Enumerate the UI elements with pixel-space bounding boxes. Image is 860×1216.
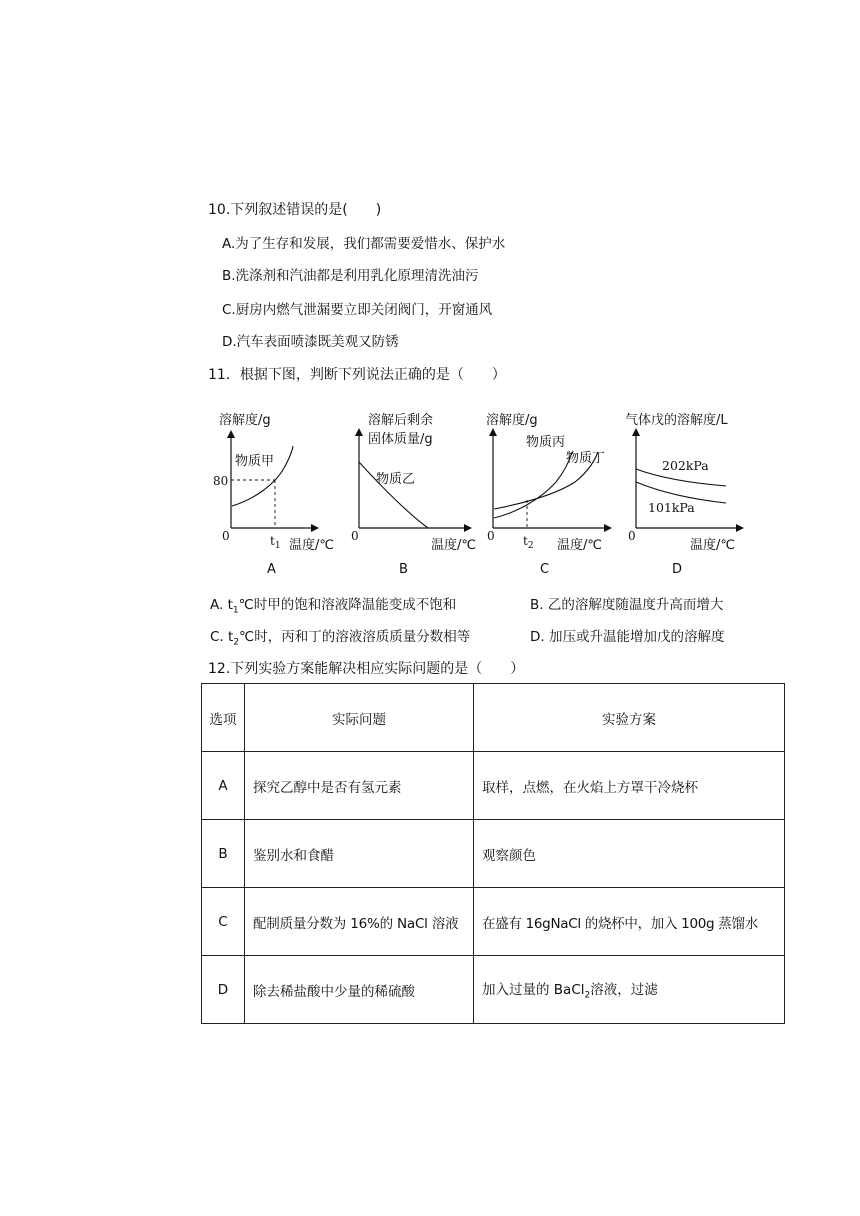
chart-d-origin: 0 xyxy=(628,529,636,543)
q10-stem: 10.下列叙述错误的是( ) xyxy=(208,202,382,218)
chart-a-xtick-t1: $t_1$ xyxy=(270,534,281,551)
q10-option-a: A.为了生存和发展，我们都需要爱惜水、保护水 xyxy=(222,236,506,252)
q11-option-a: A. $t_1℃$时甲的饱和溶液降温能变成不饱和 xyxy=(210,597,457,616)
q10-option-c: C.厨房内燃气泄漏要立即关闭阀门，开窗通风 xyxy=(222,302,493,318)
q12-stem: 12.下列实验方案能解决相应实际问题的是（ ） xyxy=(208,661,525,677)
table-row xyxy=(202,888,785,956)
row-option: B xyxy=(202,820,245,888)
chart-b-xlabel: 温度/℃ xyxy=(431,538,476,553)
chart-b xyxy=(351,412,476,577)
chart-a xyxy=(213,412,334,577)
q10-option-d: D.汽车表面喷漆既美观又防锈 xyxy=(222,334,399,350)
chart-d-series-202kpa: 202kPa xyxy=(662,458,709,473)
table-header-row xyxy=(202,684,785,752)
chart-b-series-yi: 物质乙 xyxy=(376,472,416,487)
chart-a-xlabel: 温度/℃ xyxy=(289,538,334,553)
chart-c xyxy=(486,412,608,577)
chart-b-origin: 0 xyxy=(351,529,359,543)
chart-c-letter: C xyxy=(540,562,550,577)
chart-a-series-jia: 物质甲 xyxy=(235,454,275,469)
chart-c-series-ding: 物质丁 xyxy=(566,451,606,466)
chart-c-origin: 0 xyxy=(487,529,495,543)
chart-b-letter: B xyxy=(399,562,408,577)
q11-figure xyxy=(0,0,860,600)
row-plan: 在盛有 16gNaCl 的烧杯中，加入 100g 蒸馏水 xyxy=(474,888,785,956)
chart-a-letter: A xyxy=(267,562,276,577)
q12-table xyxy=(201,683,785,1024)
q11-stem: 11．根据下图，判断下列说法正确的是（ ） xyxy=(208,367,506,383)
chart-a-ylabel: 溶解度/g xyxy=(219,413,271,428)
chart-b-ylabel-1: 溶解后剩余 xyxy=(368,413,434,428)
header-problem: 实际问题 xyxy=(245,684,474,752)
table-row xyxy=(202,820,785,888)
row-plan: 观察颜色 xyxy=(474,820,785,888)
chart-a-ytick-80: 80 xyxy=(213,474,229,488)
chart-c-xtick-t2: $t_2$ xyxy=(523,534,534,551)
row-option: D xyxy=(202,956,245,1024)
chart-c-xlabel: 温度/℃ xyxy=(557,538,602,553)
row-problem: 探究乙醇中是否有氢元素 xyxy=(245,752,474,820)
q10-option-b: B.洗涤剂和汽油都是利用乳化原理清洗油污 xyxy=(222,268,479,284)
chart-d-letter: D xyxy=(672,562,683,577)
chart-d-series-101kpa: 101kPa xyxy=(648,500,695,515)
header-option: 选项 xyxy=(202,684,245,752)
row-problem: 除去稀盐酸中少量的稀硫酸 xyxy=(245,956,474,1024)
chart-b-ylabel-2: 固体质量/g xyxy=(368,432,433,447)
row-problem: 配制质量分数为 16%的 NaCl 溶液 xyxy=(245,888,474,956)
row-plan: 取样，点燃，在火焰上方罩干冷烧杯 xyxy=(474,752,785,820)
chart-d xyxy=(625,412,740,577)
row-problem: 鉴别水和食醋 xyxy=(245,820,474,888)
header-plan: 实验方案 xyxy=(474,684,785,752)
chart-c-curve-bing xyxy=(494,452,572,518)
table-row xyxy=(202,956,785,1024)
chart-d-ylabel: 气体戊的溶解度/L xyxy=(625,413,728,428)
q11-option-c: C. $t_2℃$时，丙和丁的溶液溶质质量分数相等 xyxy=(210,629,471,648)
q11-option-b: B. 乙的溶解度随温度升高而增大 xyxy=(530,597,724,613)
row-option: C xyxy=(202,888,245,956)
chart-c-ylabel: 溶解度/g xyxy=(486,413,538,428)
chart-c-series-bing: 物质丙 xyxy=(526,435,566,450)
q11-option-d: D. 加压或升温能增加戊的溶解度 xyxy=(530,629,725,645)
row-option: A xyxy=(202,752,245,820)
chart-d-xlabel: 温度/℃ xyxy=(690,538,735,553)
chart-a-origin: 0 xyxy=(222,529,230,543)
row-plan: 加入过量的 BaCl$_2$溶液，过滤 xyxy=(474,956,785,1024)
table-row xyxy=(202,752,785,820)
